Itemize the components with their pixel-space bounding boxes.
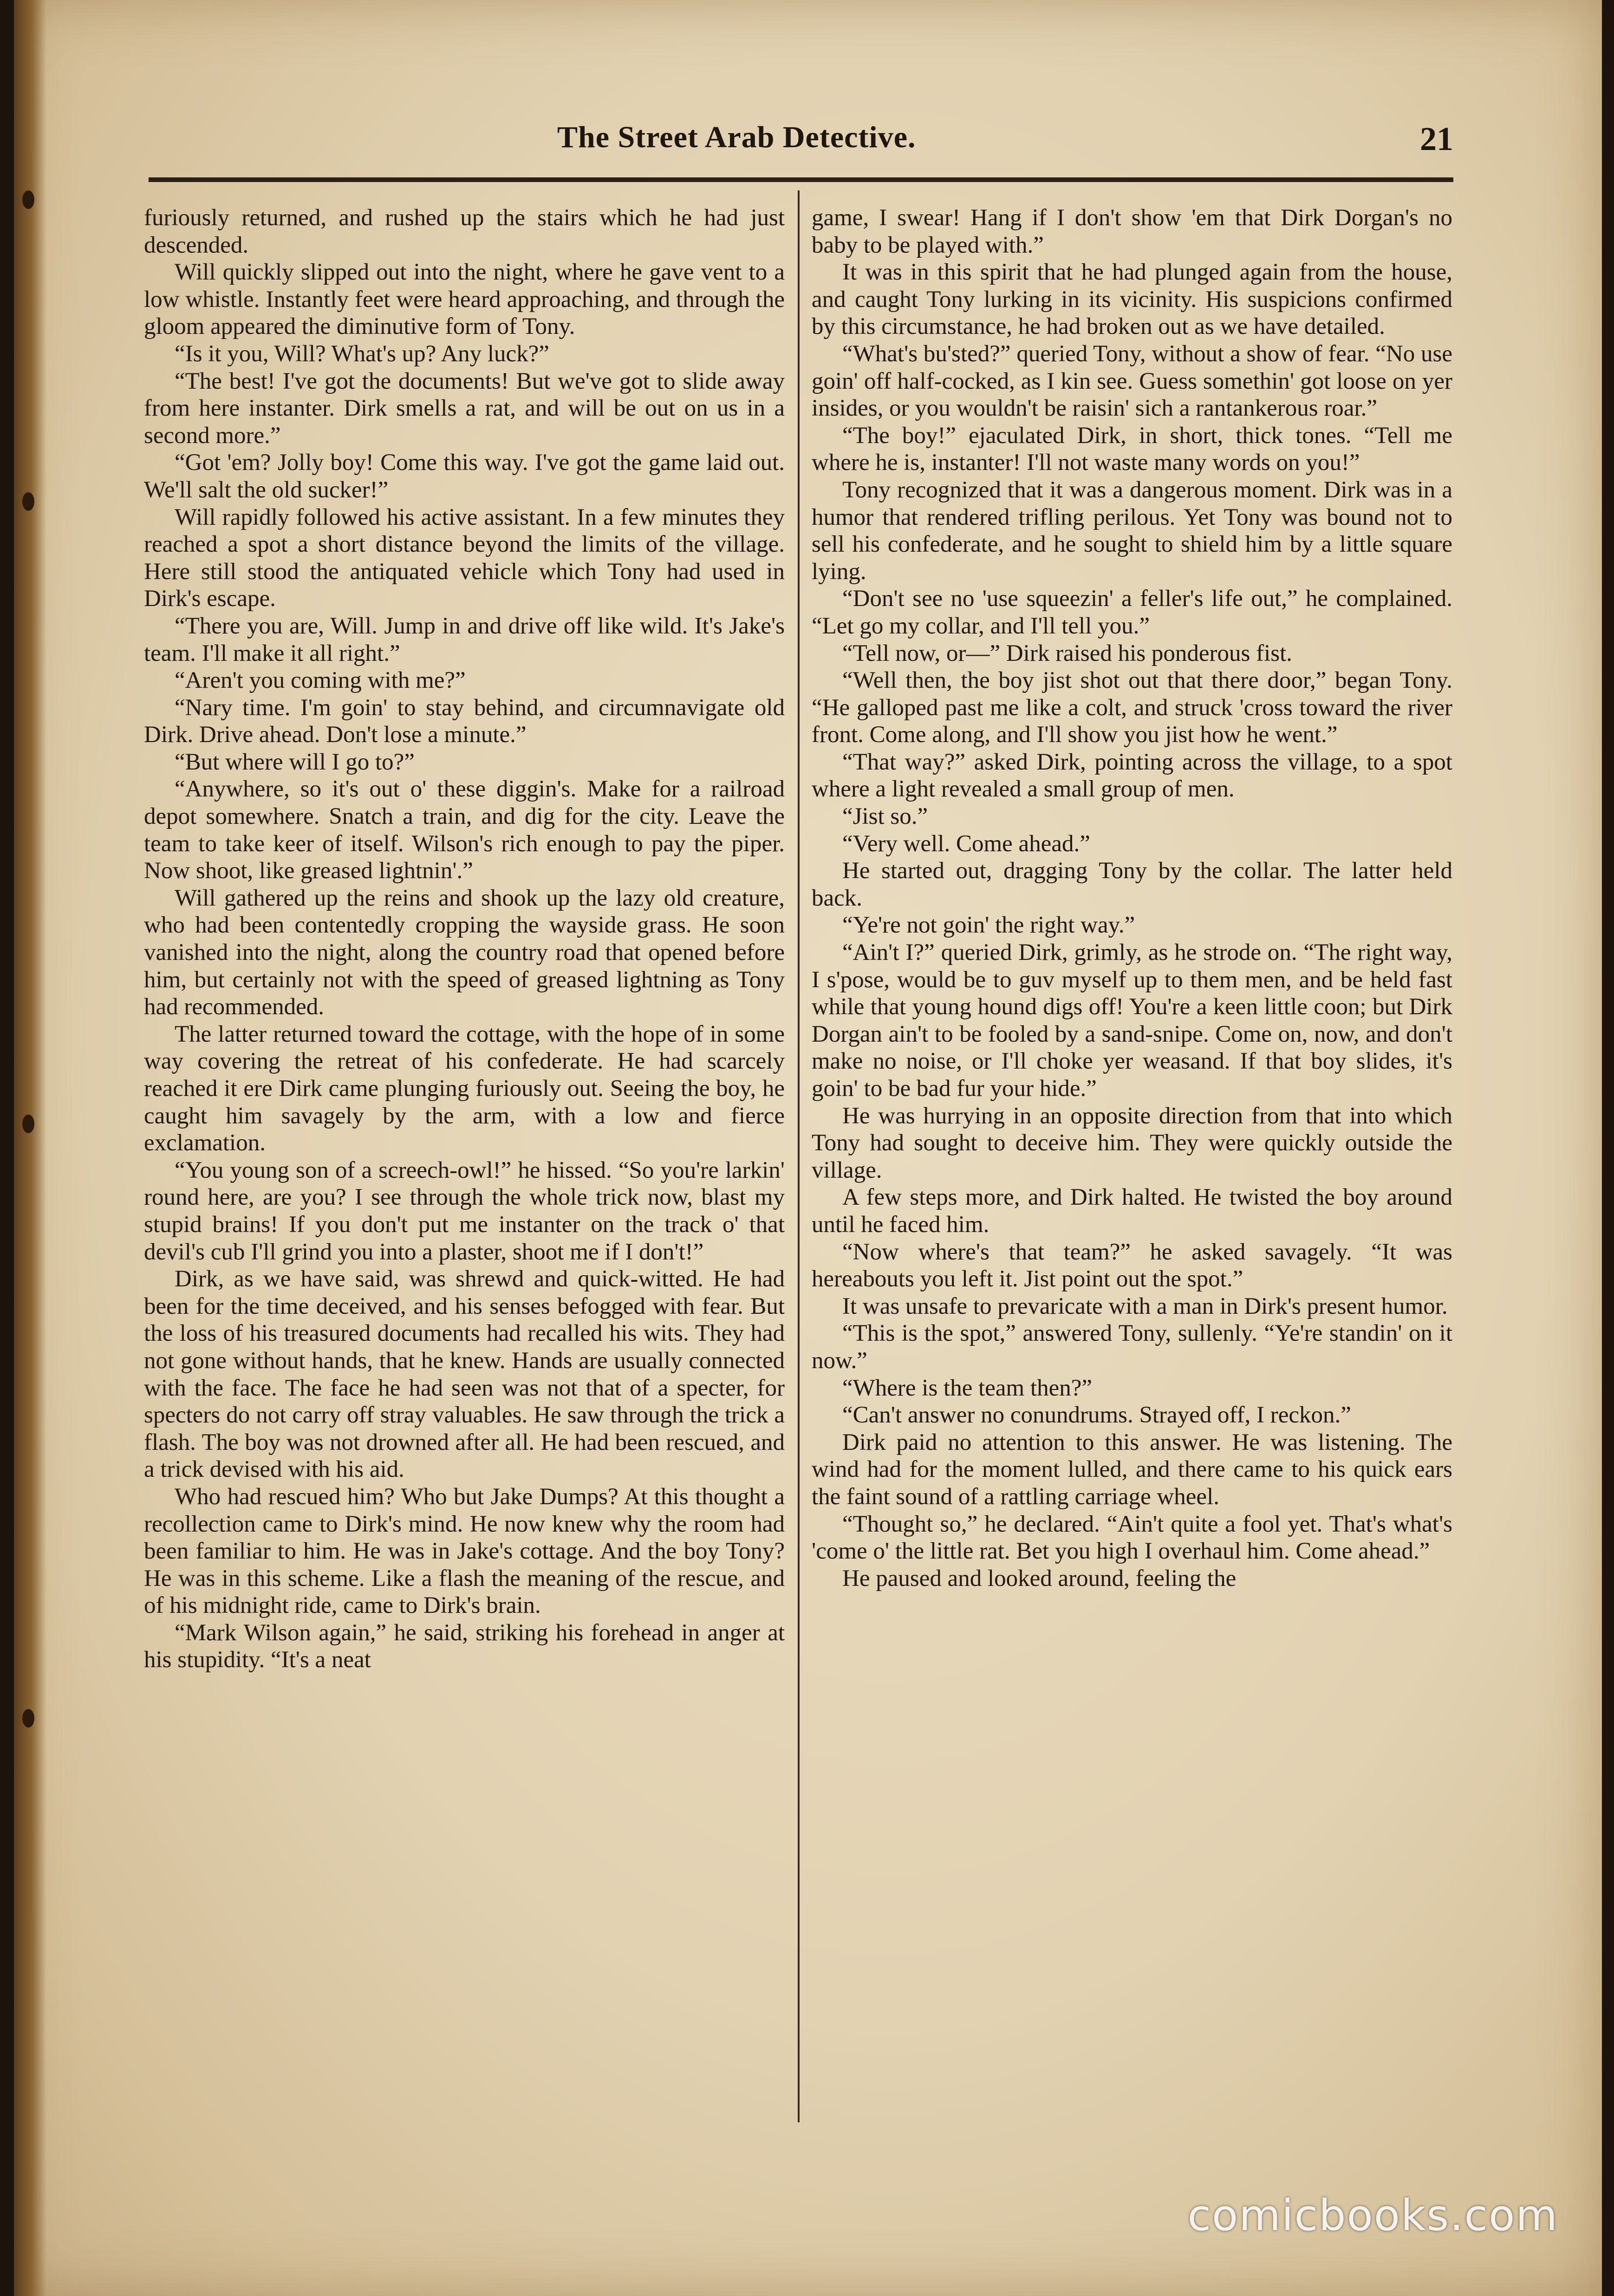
paragraph: game, I swear! Hang if I don't show 'em that Dirk Dorgan's no baby to be played with.” [812, 205, 1452, 258]
paragraph: “The best! I've got the documents! But we've got to slide away from here instanter. Dirk smells a rat, and will be out on us in a second more.” [144, 368, 785, 449]
paragraph: “You young son of a screech-owl!” he hissed. “So you're larkin' round here, are you? I see through the whole trick now, blast my stupid brains! If you don't put me instanter on the track o' that devil's cub I'll grind you into a plaster, shoot me if I don't!” [144, 1157, 785, 1265]
header-rule [149, 177, 1453, 182]
paragraph: “Nary time. I'm goin' to stay behind, and circumnavigate old Dirk. Drive ahead. Don't lose a minute.” [144, 694, 785, 748]
paragraph: “Where is the team then?” [842, 1375, 1093, 1401]
paragraph: furiously returned, and rushed up the stairs which he had just descended. [144, 205, 785, 258]
paragraph: It was in this spirit that he had plunged again from the house, and caught Tony lurking in its vicinity. His suspicions confirmed by this circumstance, he had broken out as we have detailed. [812, 259, 1452, 340]
column-divider [798, 190, 800, 2122]
right-column [812, 204, 1452, 1592]
paragraph: “Jist so.” [842, 803, 928, 830]
binding-hole [22, 492, 34, 511]
page-number: 21 [1420, 120, 1453, 157]
paragraph: “There you are, Will. Jump in and drive off like wild. It's Jake's team. I'll make it all right.” [144, 613, 785, 666]
binding-hole [22, 190, 34, 209]
paragraph: It was unsafe to prevaricate with a man in Dirk's present humor. [842, 1293, 1448, 1319]
paragraph: Dirk, as we have said, was shrewd and quick-witted. He had been for the time deceived, and his senses befogged with fear. But the loss of his treasured documents had recalled his wits. They had not gone without hands, that he knew. Hands are usually connected with the face. The face he had seen was not that of a specter, for specters do not carry off stray valuables. He saw through the trick a flash. The boy was not drowned after all. He had been rescued, and a trick devised with his aid. [144, 1266, 785, 1483]
paragraph: He was hurrying in an opposite direction from that into which Tony had sought to deceive him. They were quickly outside the village. [812, 1102, 1452, 1183]
paragraph: “Well then, the boy jist shot out that there door,” began Tony. “He galloped past me like a colt, and struck 'cross toward the river front. Come along, and I'll show you jist how he went.” [812, 667, 1452, 748]
page-gutter [14, 0, 46, 2296]
paragraph: “Anywhere, so it's out o' these diggin's. Make for a railroad depot somewhere. Snatch a train, and dig for the city. Leave the team to take keer of itself. Wilson's rich enough to pay the piper. Now shoot, like greased lightnin'.” [144, 776, 785, 884]
paragraph: “Now where's that team?” he asked savagely. “It was hereabouts you left it. Jist point out the spot.” [812, 1239, 1452, 1292]
paragraph: “Thought so,” he declared. “Ain't quite a fool yet. That's what's 'come o' the little rat. Bet you high I overhaul him. Come ahead.” [812, 1511, 1452, 1565]
paragraph: “That way?” asked Dirk, pointing across the village, to a spot where a light revealed a small group of men. [812, 749, 1452, 802]
running-title: The Street Arab Detective. [557, 120, 916, 154]
paragraph: “Got 'em? Jolly boy! Come this way. I've got the game laid out. We'll salt the old sucker!” [144, 450, 785, 503]
paragraph: “This is the spot,” answered Tony, sullenly. “Ye're standin' on it now.” [812, 1320, 1452, 1374]
paragraph: “Don't see no 'use squeezin' a feller's life out,” he complained. “Let go my collar, and I'll tell you.” [812, 586, 1452, 639]
paragraph: “Is it you, Will? What's up? Any luck?” [175, 340, 549, 367]
paragraph: A few steps more, and Dirk halted. He twisted the boy around until he faced him. [812, 1184, 1452, 1238]
paragraph: Will gathered up the reins and shook up the lazy old creature, who had been contentedly cropping the wayside grass. He soon vanished into the night, along the country road that opened before him, but certainly not with the speed of greased lightning as Tony had recommended. [144, 885, 785, 1020]
left-column [144, 204, 785, 1674]
paragraph: “What's bu'sted?” queried Tony, without a show of fear. “No use goin' off half-cocked, as I kin see. Guess somethin' got loose on yer insides, or you wouldn't be raisin' sich a rantankerous roar.” [812, 340, 1452, 422]
paragraph: He started out, dragging Tony by the collar. The latter held back. [812, 858, 1452, 911]
paragraph: “Tell now, or—” Dirk raised his ponderous fist. [842, 640, 1292, 666]
paragraph: The latter returned toward the cottage, with the hope of in some way covering the retreat of his confederate. He had scarcely reached it ere Dirk came plunging furiously out. Seeing the boy, he caught him savagely by the arm, with a low and fierce exclamation. [144, 1021, 785, 1156]
paragraph: Who had rescued him? Who but Jake Dumps? At this thought a recollection came to Dirk's mind. He now knew why the room had been familiar to him. He was in Jake's cottage. And the boy Tony? He was in this scheme. Like a flash the meaning of the rescue, and of his midnight ride, came to Dirk's brain. [144, 1483, 785, 1619]
paragraph: “Aren't you coming with me?” [175, 667, 466, 694]
watermark: comicbooks.com [1187, 2191, 1558, 2240]
paragraph: “Ye're not goin' the right way.” [842, 912, 1135, 939]
paragraph: “Ain't I?” queried Dirk, grimly, as he strode on. “The right way, I s'pose, would be to guv myself up to them men, and be held fast while that young hound digs off! You're a keen little coon; but Dirk Dorgan ain't to be fooled by a sand-snipe. Come on, now, and don't make no noise, or I'll choke yer weasand. If that boy slides, it's goin' to be bad fur your hide.” [812, 939, 1452, 1102]
paragraph: “Can't answer no conundrums. Strayed off, I reckon.” [842, 1402, 1351, 1428]
paragraph: “But where will I go to?” [175, 749, 415, 775]
binding-hole [22, 1115, 34, 1133]
paragraph: Dirk paid no attention to this answer. He was listening. The wind had for the moment lulled, and there came to his quick ears the faint sound of a rattling carriage wheel. [812, 1429, 1452, 1510]
binding-hole [22, 1709, 34, 1728]
paragraph: He paused and looked around, feeling the [842, 1565, 1237, 1592]
paragraph: “The boy!” ejaculated Dirk, in short, thick tones. “Tell me where he is, instanter! I'll not waste many words on you!” [812, 422, 1452, 476]
paragraph: Tony recognized that it was a dangerous moment. Dirk was in a humor that rendered trifling perilous. Yet Tony was bound not to sell his confederate, and he sought to shield him by a little square lying. [812, 476, 1452, 585]
paragraph: Will quickly slipped out into the night, where he gave vent to a low whistle. Instantly feet were heard approaching, and through the gloom appeared the diminutive form of Tony. [144, 259, 785, 340]
paragraph: “Mark Wilson again,” he said, striking his forehead in anger at his stupidity. “It's a neat [144, 1619, 785, 1673]
running-header [144, 120, 1463, 176]
paragraph: Will rapidly followed his active assistant. In a few minutes they reached a spot a short distance beyond the limits of the village. Here still stood the antiquated vehicle which Tony had used in Dirk's escape. [144, 504, 785, 612]
paragraph: “Very well. Come ahead.” [842, 830, 1090, 857]
book-page [14, 0, 1602, 2296]
